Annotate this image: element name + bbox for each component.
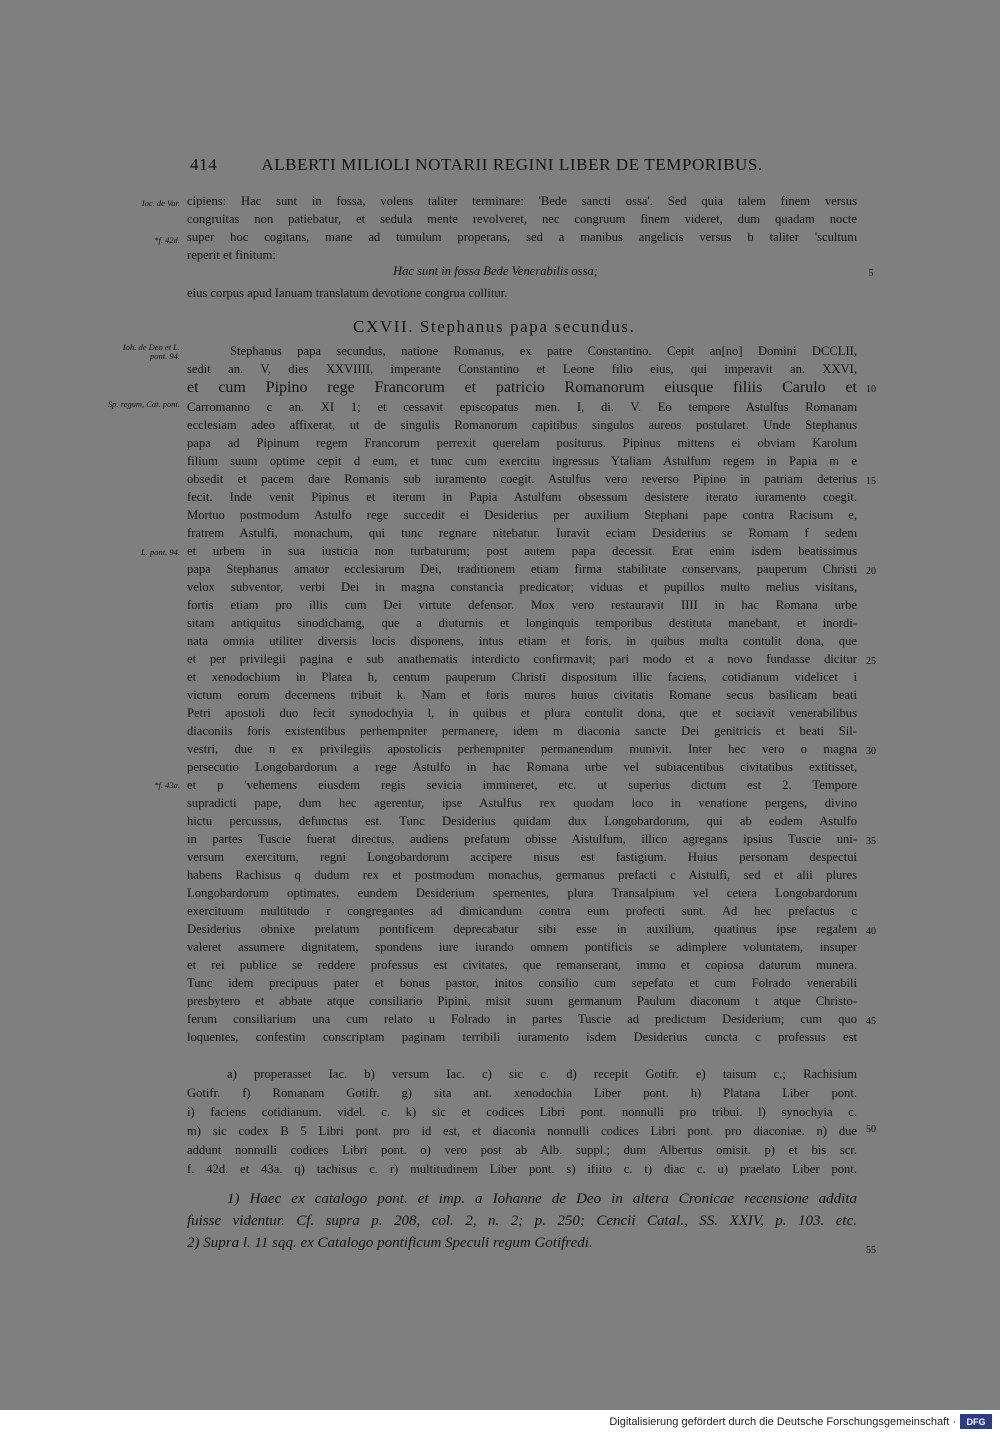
text-line: et rei publice se reddere professus est civitates, que remanserant, immo et copiosa daturum munera. [187, 958, 857, 972]
text-line: et p 'vehemens eiusdem regis sevicia immineret, etc. ut superius dictum est 2. Tempore [187, 778, 857, 792]
margin-note: Ioc. de Var. [141, 198, 180, 208]
footnote-line: fuisse videntur. Cf. supra p. 208, col. 2, n. 2; p. 250; Cencii Catal., SS. XXIV, p. 103. etc. [187, 1213, 857, 1229]
main-text [187, 342, 857, 1046]
note-line: a) properasset Iac. b) versum Iac. c) sic c. d) recepit Gotifr. e) taisum c.; Rachisium [227, 1067, 857, 1081]
text-line: sitam antiquitus sinodichamg, que a diuturnis et longinquis temporibus destituta manebant, et inordi- [187, 616, 857, 630]
margin-note: *f. 42d. [154, 235, 180, 245]
funding-credit: Digitalisierung gefördert durch die Deutsche Forschungsgemeinschaft · [609, 1416, 956, 1428]
text-line: et per privilegii pagina e sub anathematis interdicto confirmavit; pari modo et a novo fundasse dicitur [187, 652, 857, 666]
note-line: m) sic codex B 5 Libri pont. pro id est, et diaconia nonnulli codices Libri pont. pro diaconiae. n) due [187, 1124, 857, 1138]
line-number: 25 [866, 656, 876, 667]
line-number: 40 [866, 926, 876, 937]
margin-note: Sp. regum, Cat. pont. [107, 399, 180, 409]
dfg-logo: DFG [960, 1414, 992, 1429]
line-number: 50 [866, 1124, 876, 1135]
line-number: 5 [868, 268, 874, 279]
text-line: fecit. Inde venit Pipinus et iterum in Papia Astulfum obsessum desistere iterato iuramento coegit. [187, 490, 857, 504]
text-line: filium suum optime cepit d eum, et tunc cum exercitu ingressus Ytaliam Astulfum regem in Papia m e [187, 454, 857, 468]
text-line: versum exercitum, regni Longobardorum accipere nisus est fastigium. Huius personam despectui [187, 850, 857, 864]
text-line: valeret assumere dignitatem, spondens iure iurando omnem pontificis se adimplere voluntatem, insuper [187, 940, 857, 954]
text-line: supradicti pape, dum hec agerentur, ipse Astulfus rex quodam loco in venatione pergens, divino [187, 796, 857, 810]
text-line: ecclesiam adeo affixerat, ut de singulis Romanorum capitibus singulos aureos postularet. Unde Stephanus [187, 418, 857, 432]
text-line: et urbem in sua iusticia non turbaturum; post autem papa decessit. Erat enim isdem beatissimus [187, 544, 857, 558]
text-line: fratrem Astulfi, monachum, qui tunc regnare nitebatur. Iuravit eciam Desiderius se Romam f sedem [187, 526, 857, 540]
text-line: nata omnia utiliter diversis locis disponens, intus etiam et foris, in quibus multa contulit dona, que [187, 634, 857, 648]
line-number: 55 [866, 1245, 876, 1256]
text-line: Stephanus papa secundus, natione Romanus, ex patre Constantino. Cepit an[no] Domini DCCLII, [230, 344, 857, 358]
margin-note: *f. 43a. [154, 780, 180, 790]
text-line: exercituum multitudo r congregantes ad dimicandum contra eum profecti sunt. Ad hec prefactus c [187, 904, 857, 918]
margin-note: L. pont. 94. [141, 547, 180, 557]
text-line: Longobardorum optimates, eundem Desiderium spernentes, plura Transalpium vel cetera Longobardorum [187, 886, 857, 900]
text-line: in partes Tuscie fuerat directus, audiens prefatum obisse Aistulfum, illico agregans ipsius Tuscie uni- [187, 832, 857, 846]
text-line: hictu percussus, defunctus est. Tunc Desiderius quidam dux Longobardorum, qui ab eodem Astulfo [187, 814, 857, 828]
text-line: et cum Pipino rege Francorum et patricio Romanorum eiusque filiis Carulo et [187, 379, 857, 396]
text-line: et xenodochium in Platea h, centum pauperum Christi dispositum illic faciens, cotidianum videlicet i [187, 670, 857, 684]
running-title: ALBERTI MILIOLI NOTARII REGINI LIBER DE TEMPORIBUS. [261, 155, 763, 174]
text-line: presbytero et abbate atque consiliario Pipini, misit suum germanum Paulum diaconum t atque Christo- [187, 994, 857, 1008]
text-line: velox subventor, verbi Dei in magna constancia predicator; viduas et pupillos multo melius visitans, [187, 580, 857, 594]
text-line: loquentes, confestim conscriptam paginam terribili iuramento isdem Desiderius cuncta c professus est [187, 1030, 857, 1044]
line-number: 45 [866, 1016, 876, 1027]
text-line: papa Stephanus amator ecclesiarum Dei, traditionem etiam firma stabilitate conservans, pauperum Christi [187, 562, 857, 576]
line-number: 15 [866, 476, 876, 487]
text-line: sedit an. V, dies XXVIIII, imperante Constantino et Leone filio eius, qui imperavit an. XXVI, [187, 362, 857, 376]
footer-bar [0, 1410, 1000, 1434]
text-line: vestri, due n ex privilegiis apostolicis perhempniter permanendum munivit. Inter hec vero o magna [187, 742, 857, 756]
text-line: super hoc cogitans, mane ad tumulum properans, sed a manibus angelicis versus b taliter 'scultum [187, 230, 857, 244]
verse-line: Hac sunt in fossa Bede Venerabilis ossa; [393, 264, 598, 278]
intro-text [187, 192, 857, 264]
note-line: addunt nonnulli codices Libri pont. o) vero post ab Alb. suppl.; dum Albertus omisit. p) et bis scr. [187, 1143, 857, 1157]
running-header [190, 155, 830, 175]
margin-note: Ioh. de Deo et L. pont. 94. [122, 342, 180, 361]
critical-apparatus [187, 1065, 857, 1179]
text-line: Desiderius obnixe prelatum pontificem deprecabatur sibi esse in auxilium, quatinus ipse regalem [187, 922, 857, 936]
text-line: congruitas non patiebatur, et sedula mente revolveret, nec congruum finem videret, dum quadam nocte [187, 212, 857, 226]
text-line: eius corpus apud Ianuam translatum devotione congrua collitur. [187, 286, 508, 300]
text-line: ferum consiliarium una cum relato u Folrado in partes Tuscie ad predictum Desiderium; cum quo [187, 1012, 857, 1026]
text-line: diaconiis foris existentibus perhempniter permanere, idem m diaconia sancte Dei genitricis et beati Sil- [187, 724, 857, 738]
text-line: fortis etiam pro illis cum Dei virtute defensor. Mox vero restauravit IIII in hac Romana urbe [187, 598, 857, 612]
footnote-line: 2) Supra l. 11 sqq. ex Catalogo pontificum Speculi regum Gotifredi. [187, 1235, 593, 1251]
note-line: Gotifr. f) Romanam Gotifr. g) sita ant. xenodochia Liber pont. h) Platana Liber pont. [187, 1086, 857, 1100]
footnotes [187, 1188, 857, 1254]
line-number: 20 [866, 566, 876, 577]
after-verse-text [187, 284, 857, 302]
text-line: Petri apostoli duo fecit synodochyia l, in quibus et plura contulit dona, que et sociavit venerabilibus [187, 706, 857, 720]
text-line: persecutio Longobardorum a rege Astulfo in hac Romana urbe vel subiacentibus civitatibus extitisset, [187, 760, 857, 774]
text-line: papa ad Pipinum regem Francorum perrexit querelam positurus. Pipinus mittens ei obviam Karolum [187, 436, 857, 450]
note-line: f. 42d. et 43a. q) tachisus c. r) multitudinem Liber pont. s) ifiito c. t) diac c. u) praelato Liber pont. [187, 1162, 857, 1176]
text-line: obsedit et pacem dare Romanis sub iuramento coegit. Astulfus vero reverso Pipino in patriam deterius [187, 472, 857, 486]
text-line: Mortuo postmodum Astulfo rege succedit ei Desiderius per auxilium Stephani pape contra Racisum e, [187, 508, 857, 522]
text-line: habens Rachisus q dudum rex et postmodum monachus, germanus prefacti c Aistulfi, sed et alii plures [187, 868, 857, 882]
line-number: 35 [866, 836, 876, 847]
text-line: reperit et finitum: [187, 248, 276, 262]
note-line: i) faciens cotidianum. videl. c. k) sic et codices Libri pont. nonnulli pro tribui. l) synochyia c. [187, 1105, 857, 1119]
text-line: cipiens: Hac sunt in fossa, volens taliter terminare: 'Bede sancti ossa'. Sed quia talem finem versus [187, 194, 857, 208]
text-line: victum eorum decernens tribuit k. Nam et foris muros huius civitatis Romane secus basilicam beati [187, 688, 857, 702]
chapter-title: CXVII. Stephanus papa secundus. [353, 317, 636, 336]
text-line: Tunc idem precipuus pater et bonus pastor, initos consilio cum sepefato et cum Folrado venerabili [187, 976, 857, 990]
text-line: Carromanno c an. XI 1; et cessavit episcopatus men. I, di. V. Eo tempore Astulfus Romanam [187, 400, 857, 414]
page-number: 414 [190, 155, 218, 174]
footnote-line: 1) Haec ex catalogo pont. et imp. a Iohanne de Deo in altera Cronicae recensione addita [227, 1191, 857, 1207]
line-number: 30 [866, 746, 876, 757]
line-number: 10 [866, 384, 876, 395]
